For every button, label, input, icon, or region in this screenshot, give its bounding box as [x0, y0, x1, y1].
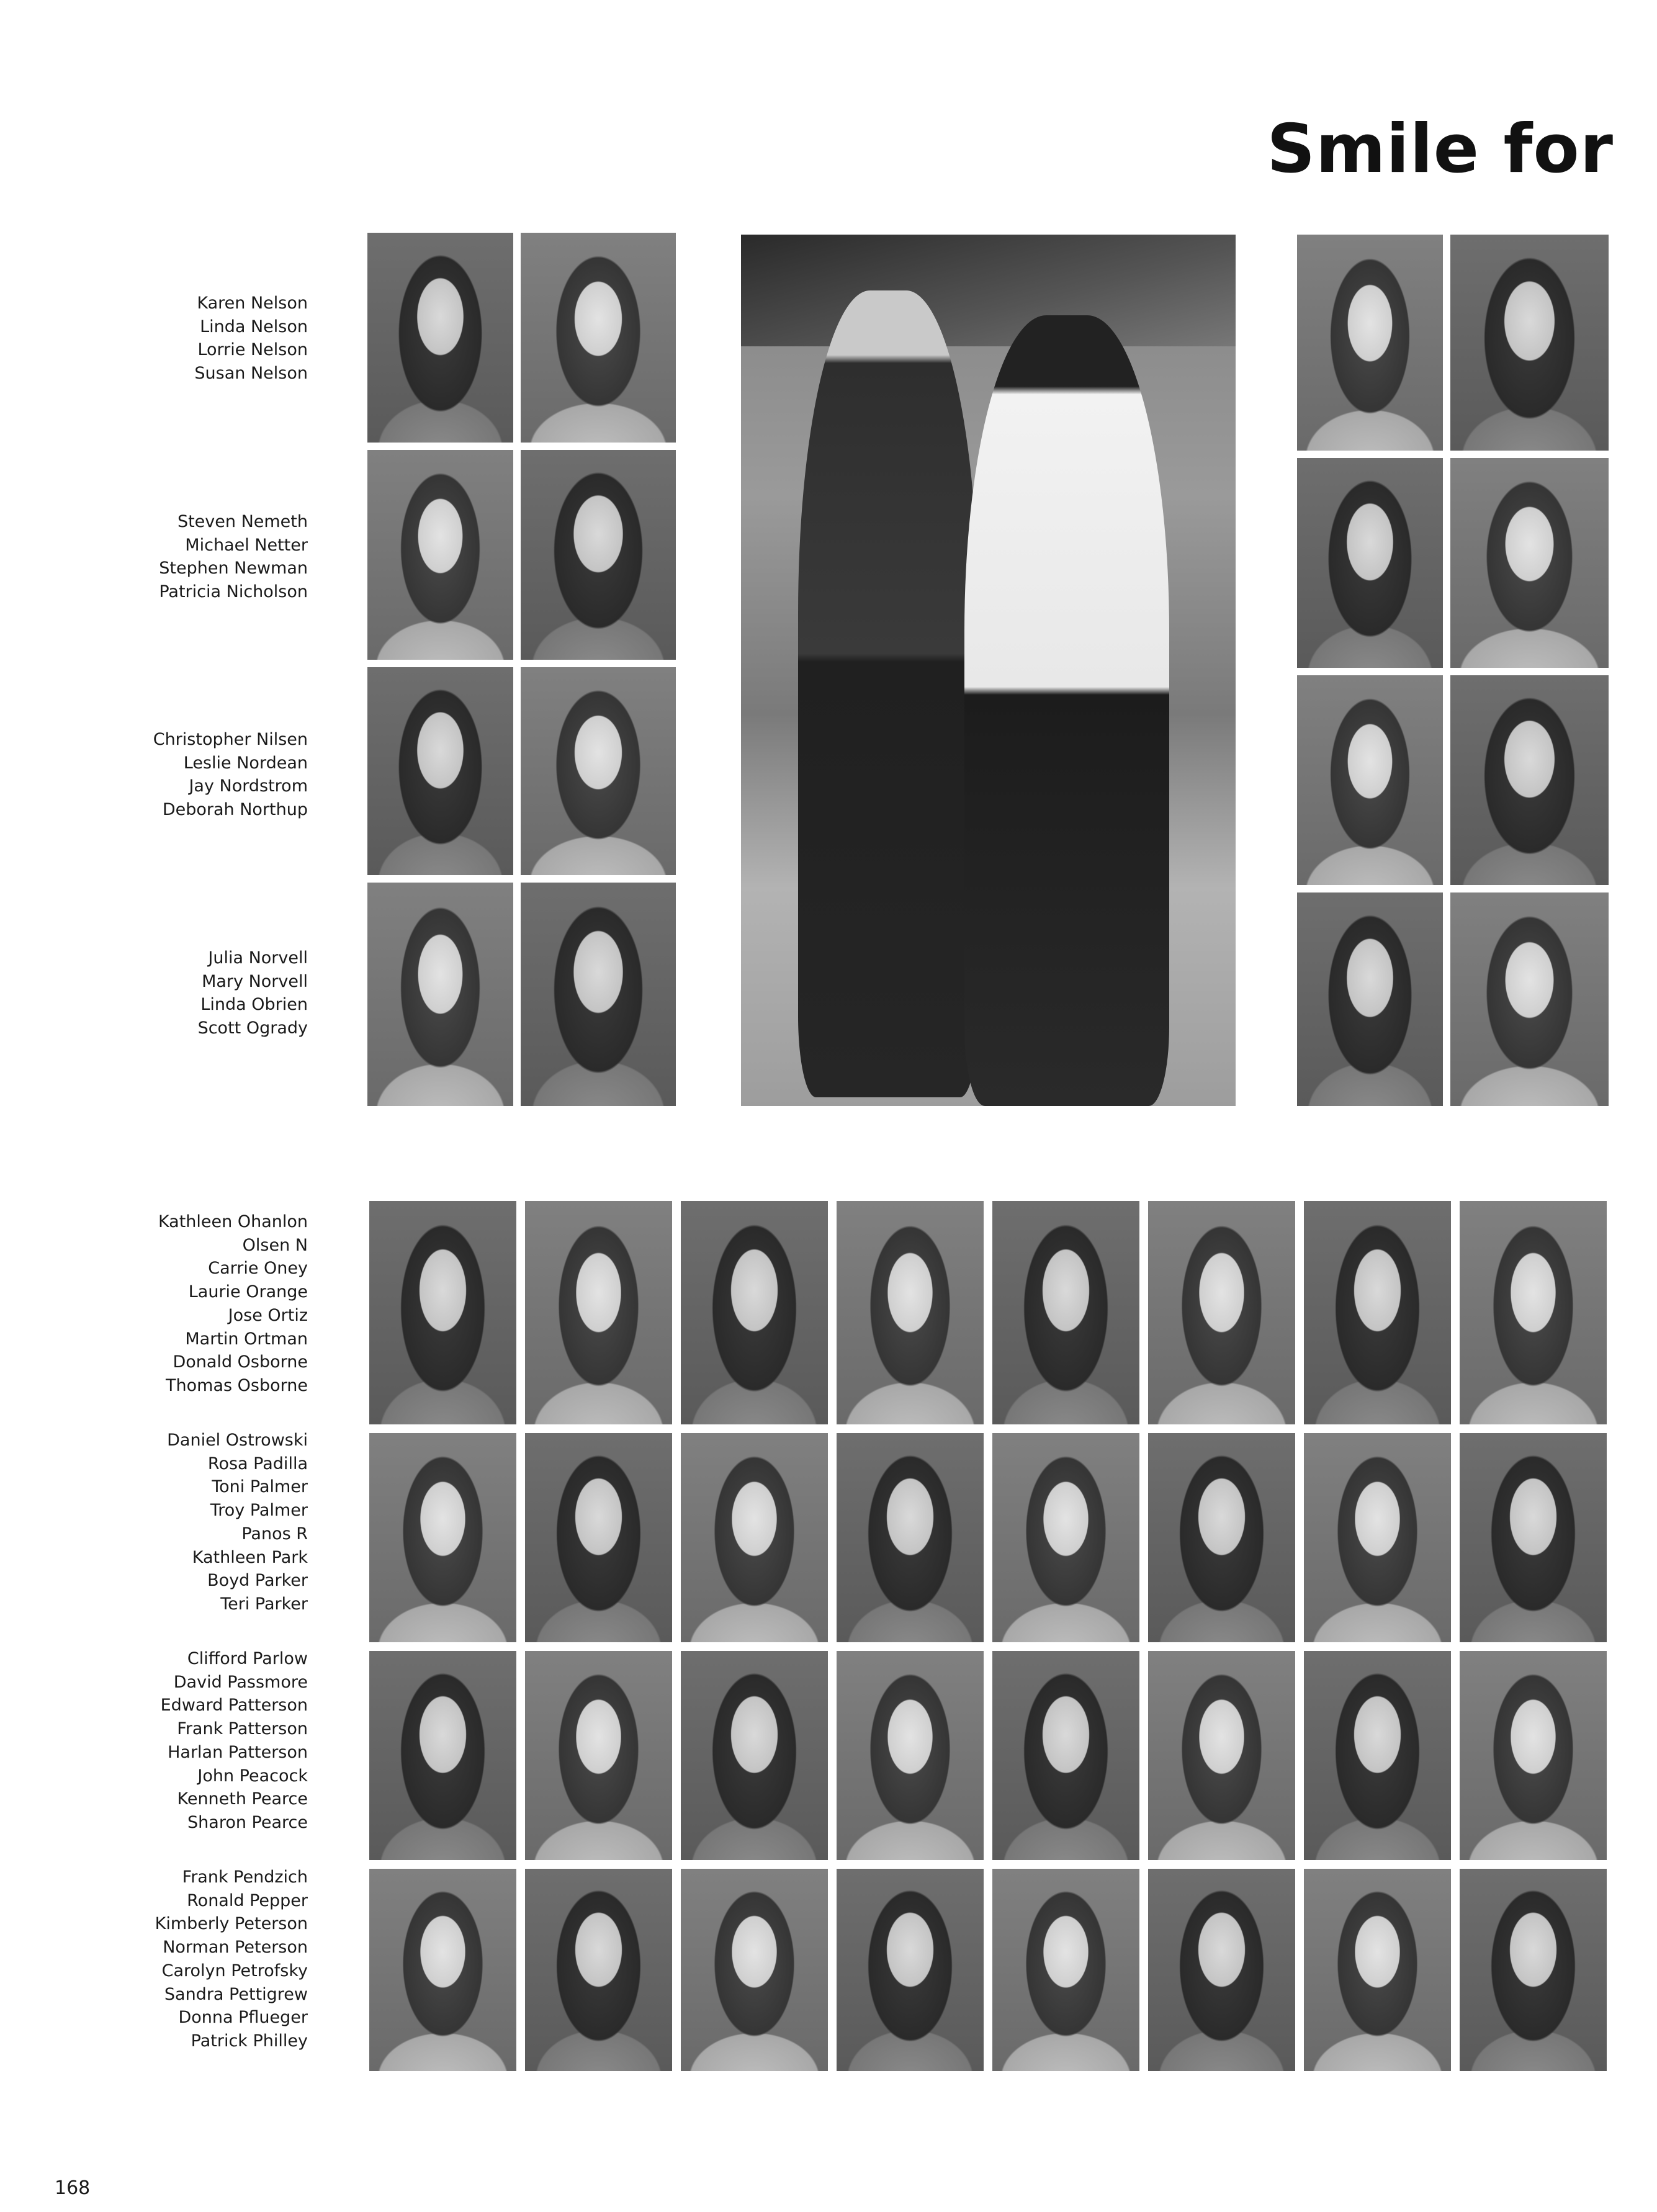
name-list-group-4 — [0, 946, 308, 1040]
portrait-photo — [521, 233, 676, 443]
student-name: Troy Palmer — [210, 1501, 308, 1521]
portrait-photo — [369, 1201, 516, 1424]
portrait-photo — [1148, 1651, 1295, 1860]
portrait-photo — [525, 1201, 672, 1424]
student-name: Martin Ortman — [185, 1329, 308, 1349]
student-name: John Peacock — [197, 1766, 308, 1786]
student-name: Daniel Ostrowski — [167, 1431, 308, 1450]
portrait-photo — [525, 1433, 672, 1642]
student-name: Susan Nelson — [194, 364, 308, 384]
student-name: Panos R — [241, 1524, 308, 1544]
student-name: Carolyn Petrofsky — [161, 1961, 308, 1980]
portrait-photo — [837, 1651, 984, 1860]
name-list-group-8 — [0, 1866, 308, 2053]
student-name: Lorrie Nelson — [197, 340, 308, 360]
portrait-photo — [1304, 1201, 1451, 1424]
student-name: Frank Pendzich — [182, 1868, 308, 1887]
portrait-photo — [521, 450, 676, 660]
page-number: 168 — [55, 2177, 91, 2199]
portrait-photo — [525, 1651, 672, 1860]
student-name: David Passmore — [173, 1672, 308, 1692]
portrait-photo — [367, 667, 513, 875]
candid-photo-roof — [741, 235, 1236, 346]
student-name: Thomas Osborne — [166, 1375, 308, 1395]
student-name: Edward Patterson — [160, 1696, 308, 1715]
student-name: Toni Palmer — [212, 1477, 308, 1497]
student-name: Patricia Nicholson — [159, 582, 308, 602]
portrait-photo — [1297, 892, 1443, 1106]
portrait-photo — [681, 1869, 828, 2071]
student-name: Scott Ogrady — [197, 1018, 308, 1038]
student-name: Clifford Parlow — [187, 1649, 308, 1668]
student-name: Sharon Pearce — [187, 1812, 308, 1832]
student-name: Donna Pflueger — [178, 2008, 308, 2028]
candid-photo-student-left — [798, 290, 978, 1097]
portrait-photo — [1304, 1869, 1451, 2071]
portrait-photo — [1450, 235, 1609, 451]
student-name: Sandra Pettigrew — [164, 1984, 308, 2004]
student-name: Julia Norvell — [208, 948, 308, 968]
portrait-photo — [681, 1201, 828, 1424]
name-list-group-5 — [0, 1210, 308, 1398]
portrait-photo — [1148, 1433, 1295, 1642]
portrait-photo — [1450, 892, 1609, 1106]
student-name: Olsen N — [242, 1235, 308, 1255]
portrait-photo — [1450, 675, 1609, 885]
portrait-photo — [525, 1869, 672, 2071]
portrait-photo — [681, 1651, 828, 1860]
portrait-photo — [837, 1201, 984, 1424]
portrait-photo — [1148, 1869, 1295, 2071]
student-name: Patrick Philley — [191, 2031, 308, 2051]
portrait-photo — [1460, 1651, 1607, 1860]
portrait-photo — [367, 450, 513, 660]
candid-photo-student-right — [964, 315, 1169, 1106]
student-name: Kathleen Ohanlon — [158, 1212, 308, 1231]
student-name: Jose Ortiz — [228, 1305, 308, 1325]
portrait-photo — [992, 1651, 1139, 1860]
portrait-photo — [521, 883, 676, 1106]
student-name: Kimberly Peterson — [155, 1914, 308, 1934]
portrait-photo — [521, 667, 676, 875]
student-name: Donald Osborne — [173, 1352, 308, 1372]
student-name: Norman Peterson — [163, 1938, 308, 1958]
portrait-photo — [837, 1433, 984, 1642]
portrait-photo — [1460, 1869, 1607, 2071]
student-name: Stephen Newman — [159, 559, 308, 578]
portrait-photo — [1297, 675, 1443, 885]
name-list-group-7 — [0, 1647, 308, 1835]
student-name: Kathleen Park — [192, 1547, 308, 1567]
student-name: Carrie Oney — [208, 1259, 308, 1279]
student-name: Mary Norvell — [202, 971, 308, 991]
student-name: Linda Nelson — [200, 317, 308, 336]
portrait-photo — [1304, 1433, 1451, 1642]
student-name: Boyd Parker — [207, 1571, 308, 1591]
portrait-photo — [369, 1433, 516, 1642]
portrait-photo — [369, 1651, 516, 1860]
student-name: Rosa Padilla — [207, 1454, 308, 1473]
student-name: Leslie Nordean — [183, 753, 308, 773]
student-name: Frank Patterson — [177, 1719, 308, 1739]
name-list-group-6 — [0, 1429, 308, 1616]
portrait-photo — [1460, 1201, 1607, 1424]
portrait-photo — [369, 1869, 516, 2071]
portrait-photo — [1297, 235, 1443, 451]
portrait-photo — [992, 1201, 1139, 1424]
student-name: Jay Nordstrom — [189, 776, 308, 796]
portrait-photo — [837, 1869, 984, 2071]
page-headline: Smile for — [1267, 110, 1614, 188]
portrait-photo — [1460, 1433, 1607, 1642]
portrait-photo — [992, 1433, 1139, 1642]
name-list-group-2 — [0, 510, 308, 604]
portrait-photo — [1148, 1201, 1295, 1424]
student-name: Steven Nemeth — [177, 512, 308, 531]
student-name: Deborah Northup — [162, 800, 308, 820]
portrait-photo — [681, 1433, 828, 1642]
student-name: Kenneth Pearce — [177, 1789, 308, 1809]
student-name: Michael Netter — [185, 535, 308, 555]
portrait-photo — [1304, 1651, 1451, 1860]
student-name: Laurie Orange — [188, 1282, 308, 1302]
portrait-photo — [1297, 458, 1443, 668]
portrait-photo — [367, 883, 513, 1106]
student-name: Karen Nelson — [197, 294, 308, 313]
portrait-photo — [992, 1869, 1139, 2071]
name-list-group-3 — [0, 728, 308, 822]
candid-photo — [741, 235, 1236, 1106]
student-name: Ronald Pepper — [187, 1891, 308, 1910]
student-name: Linda Obrien — [200, 995, 308, 1015]
name-list-group-1 — [0, 292, 308, 385]
portrait-photo — [367, 233, 513, 443]
student-name: Harlan Patterson — [168, 1742, 308, 1762]
portrait-photo — [1450, 458, 1609, 668]
student-name: Teri Parker — [220, 1594, 308, 1614]
student-name: Christopher Nilsen — [153, 730, 308, 749]
